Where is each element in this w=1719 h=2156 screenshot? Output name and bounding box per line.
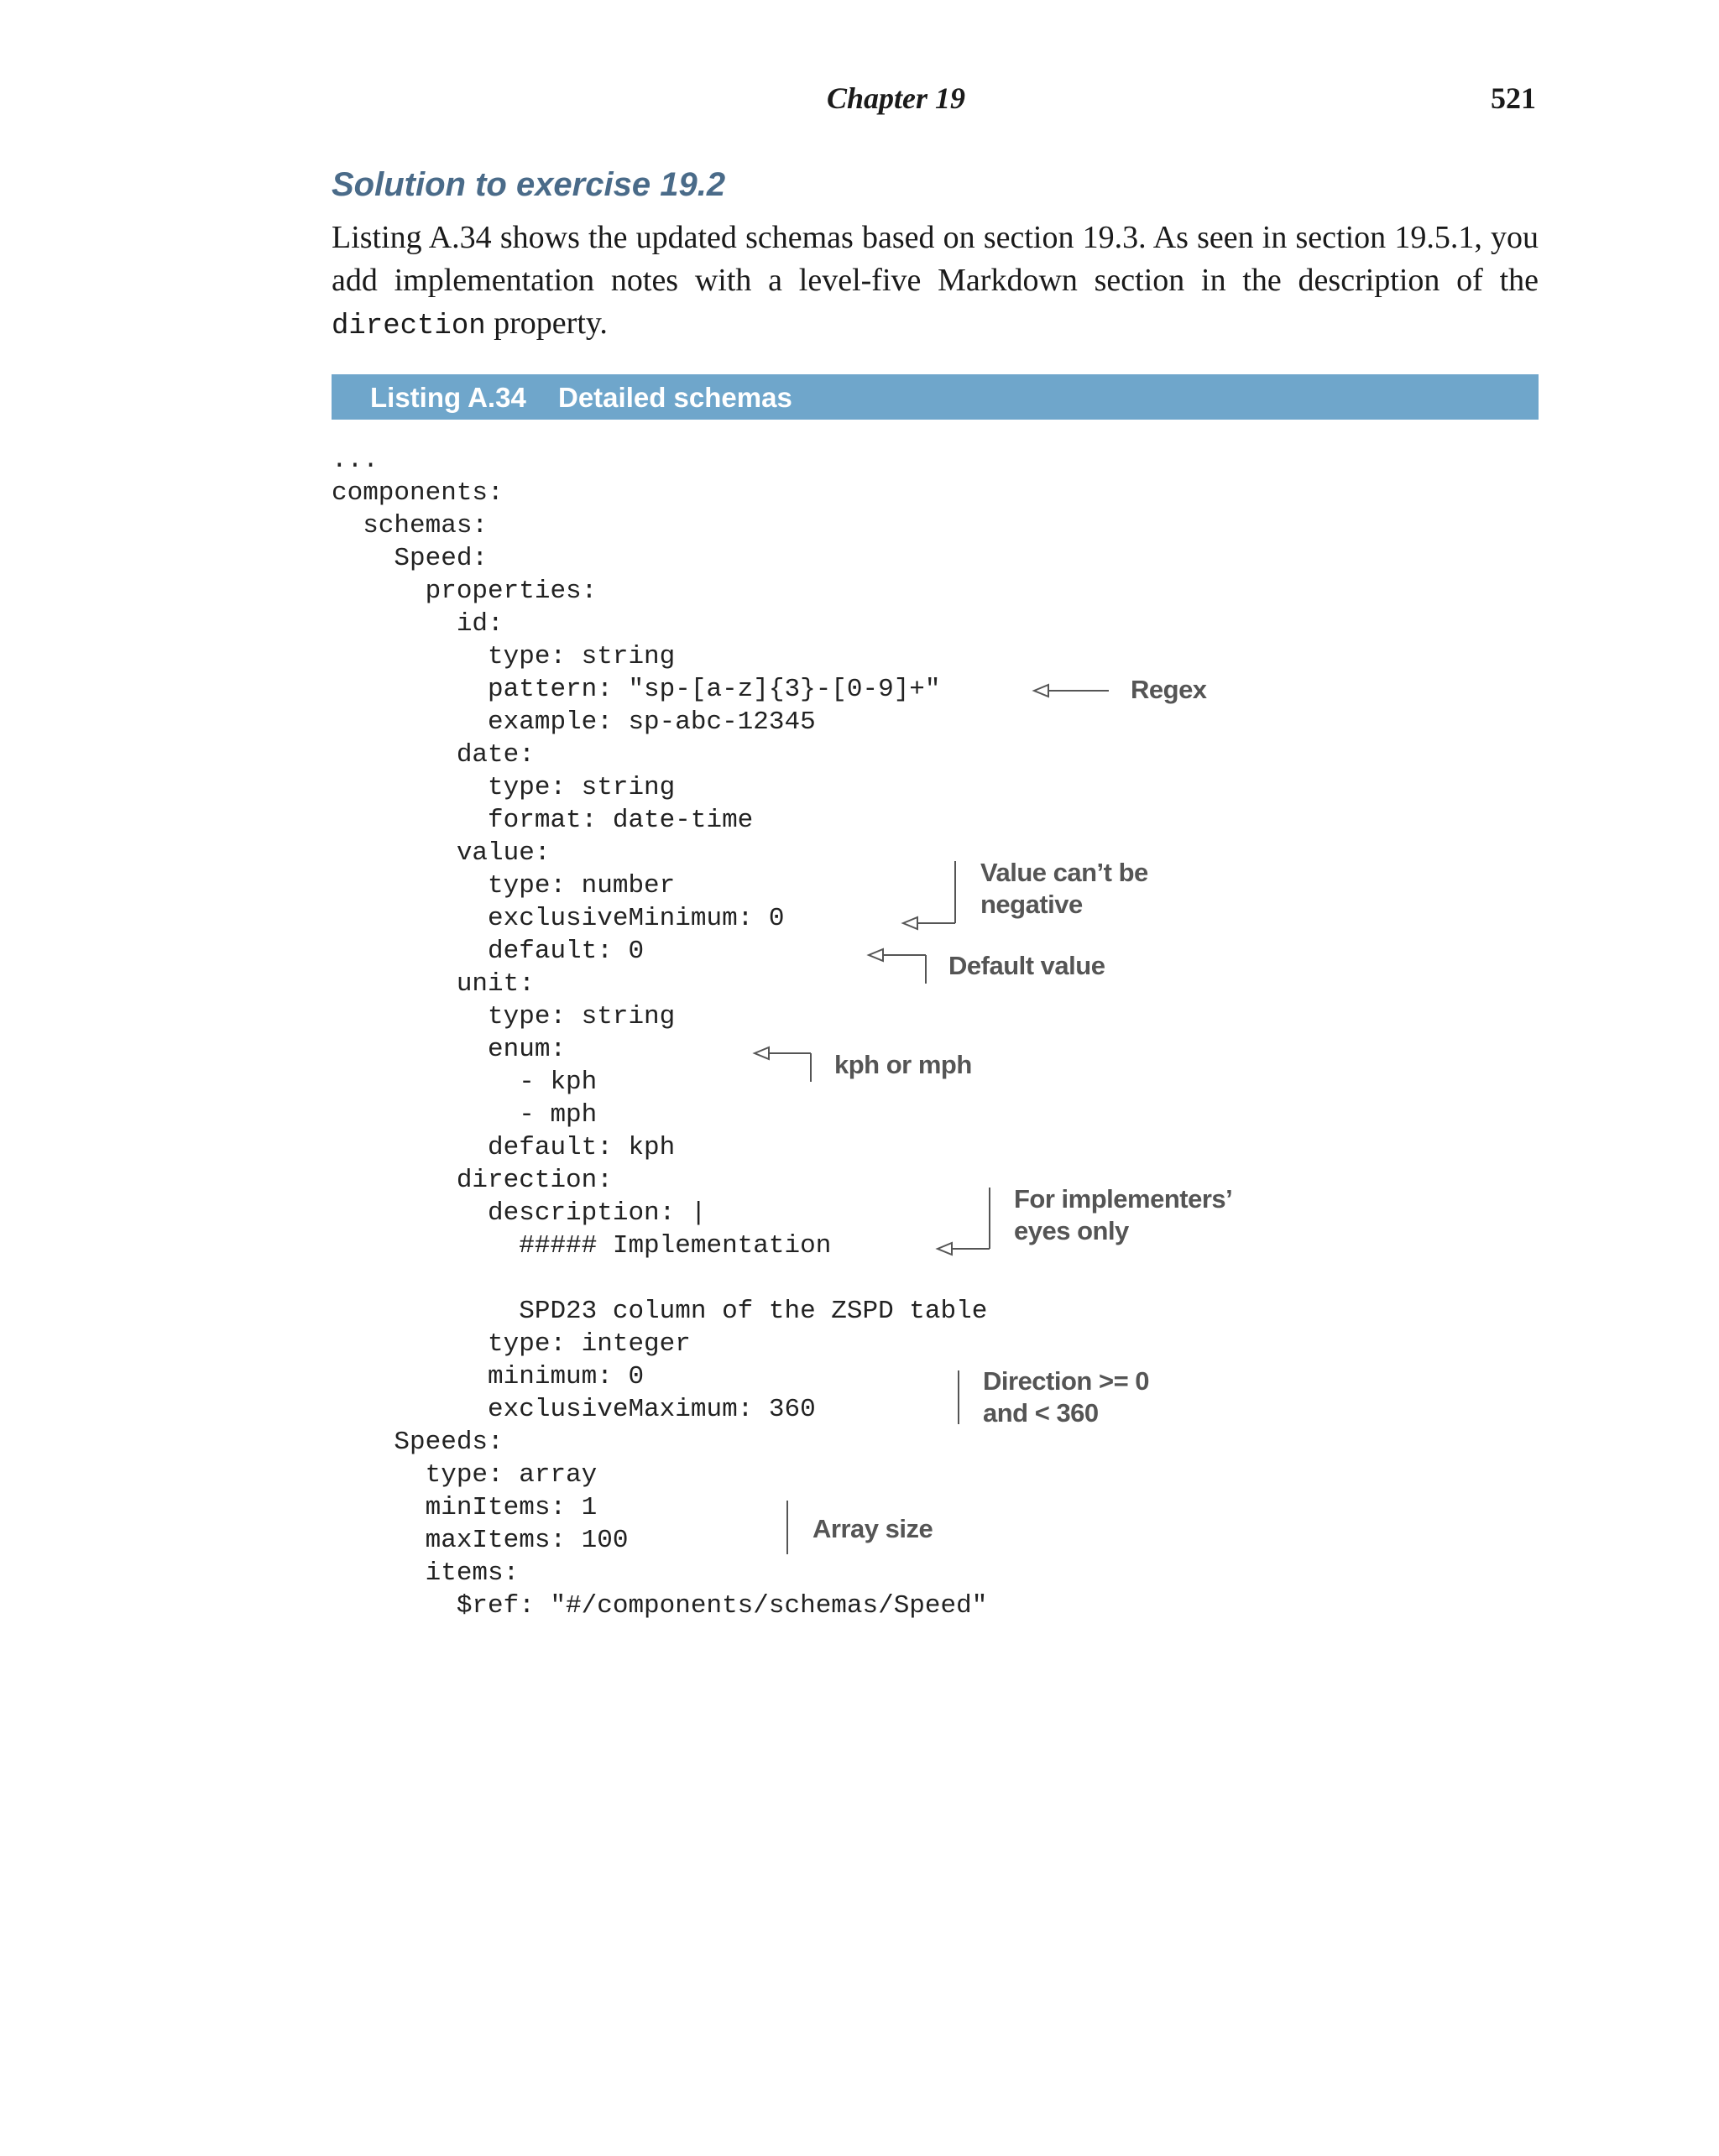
paragraph-text-before: Listing A.34 shows the updated schemas based on section 19.3. As seen in section 19.5.1, you add implementation notes with a level-five Markdown section in the description of the — [332, 220, 1539, 298]
code-line: items: — [332, 1558, 520, 1588]
code-line: - mph — [332, 1100, 598, 1130]
code-line: minimum: 0 — [332, 1362, 645, 1391]
paragraph-text-after: property. — [485, 305, 608, 341]
default-bracket-arrow-icon — [869, 949, 926, 984]
code-line: ... — [332, 446, 379, 475]
code-line: maxItems: 100 — [332, 1526, 629, 1555]
code-line: exclusiveMinimum: 0 — [332, 904, 785, 933]
code-line: Speeds: — [332, 1428, 504, 1457]
code-line: $ref: "#/components/schemas/Speed" — [332, 1591, 988, 1621]
code-line: - kph — [332, 1068, 598, 1097]
code-line: format: date-time — [332, 806, 754, 835]
code-line: SPD23 column of the ZSPD table — [332, 1297, 988, 1326]
page-number: 521 — [1491, 81, 1536, 115]
code-line: value: — [332, 838, 551, 868]
code-line: type: string — [332, 1002, 676, 1031]
annotation-implementers-line1: For implementers’ — [1014, 1184, 1233, 1214]
code-line: date: — [332, 740, 535, 770]
code-line: default: 0 — [332, 937, 645, 966]
annotation-direction-line1: Direction >= 0 — [983, 1366, 1150, 1396]
code-line: direction: — [332, 1166, 613, 1195]
inline-code: direction — [332, 311, 486, 342]
implementation-bracket-arrow-icon — [938, 1188, 990, 1255]
listing-title: Detailed schemas — [558, 382, 792, 413]
value-bracket-arrow-icon — [903, 861, 955, 929]
code-line: Speed: — [332, 544, 489, 573]
code-line: unit: — [332, 969, 535, 999]
code-line: pattern: "sp-[a-z]{3}-[0-9]+" — [332, 675, 941, 704]
code-line: minItems: 1 — [332, 1493, 598, 1522]
code-line: id: — [332, 609, 504, 639]
code-line: description: | — [332, 1198, 707, 1228]
code-line: type: integer — [332, 1329, 691, 1359]
annotation-default-value: Default value — [948, 951, 1105, 980]
enum-bracket-arrow-icon — [755, 1047, 811, 1082]
annotation-value-line2: negative — [980, 890, 1083, 919]
annotation-regex: Regex — [1131, 675, 1207, 704]
annotation-kph-mph: kph or mph — [834, 1050, 972, 1079]
code-line: type: array — [332, 1460, 598, 1490]
annotation-direction-line2: and < 360 — [983, 1398, 1099, 1428]
listing-number: Listing A.34 — [370, 382, 526, 413]
regex-arrow-icon — [1034, 685, 1109, 697]
code-line: type: number — [332, 871, 676, 901]
code-line: components: — [332, 478, 504, 508]
chapter-label: Chapter 19 — [827, 81, 966, 115]
code-line: properties: — [332, 577, 598, 606]
code-line: type: string — [332, 642, 676, 671]
annotation-array-size: Array size — [812, 1514, 933, 1543]
code-line: type: string — [332, 773, 676, 802]
code-line: enum: — [332, 1035, 567, 1064]
code-line: exclusiveMaximum: 360 — [332, 1395, 816, 1424]
code-line: ##### Implementation — [332, 1231, 832, 1261]
code-line: default: kph — [332, 1133, 676, 1162]
code-line: example: sp-abc-12345 — [332, 707, 816, 737]
annotation-value-line1: Value can’t be — [980, 858, 1148, 887]
code-line: schemas: — [332, 511, 489, 540]
section-heading: Solution to exercise 19.2 — [332, 166, 726, 203]
annotation-implementers-line2: eyes only — [1014, 1216, 1129, 1245]
